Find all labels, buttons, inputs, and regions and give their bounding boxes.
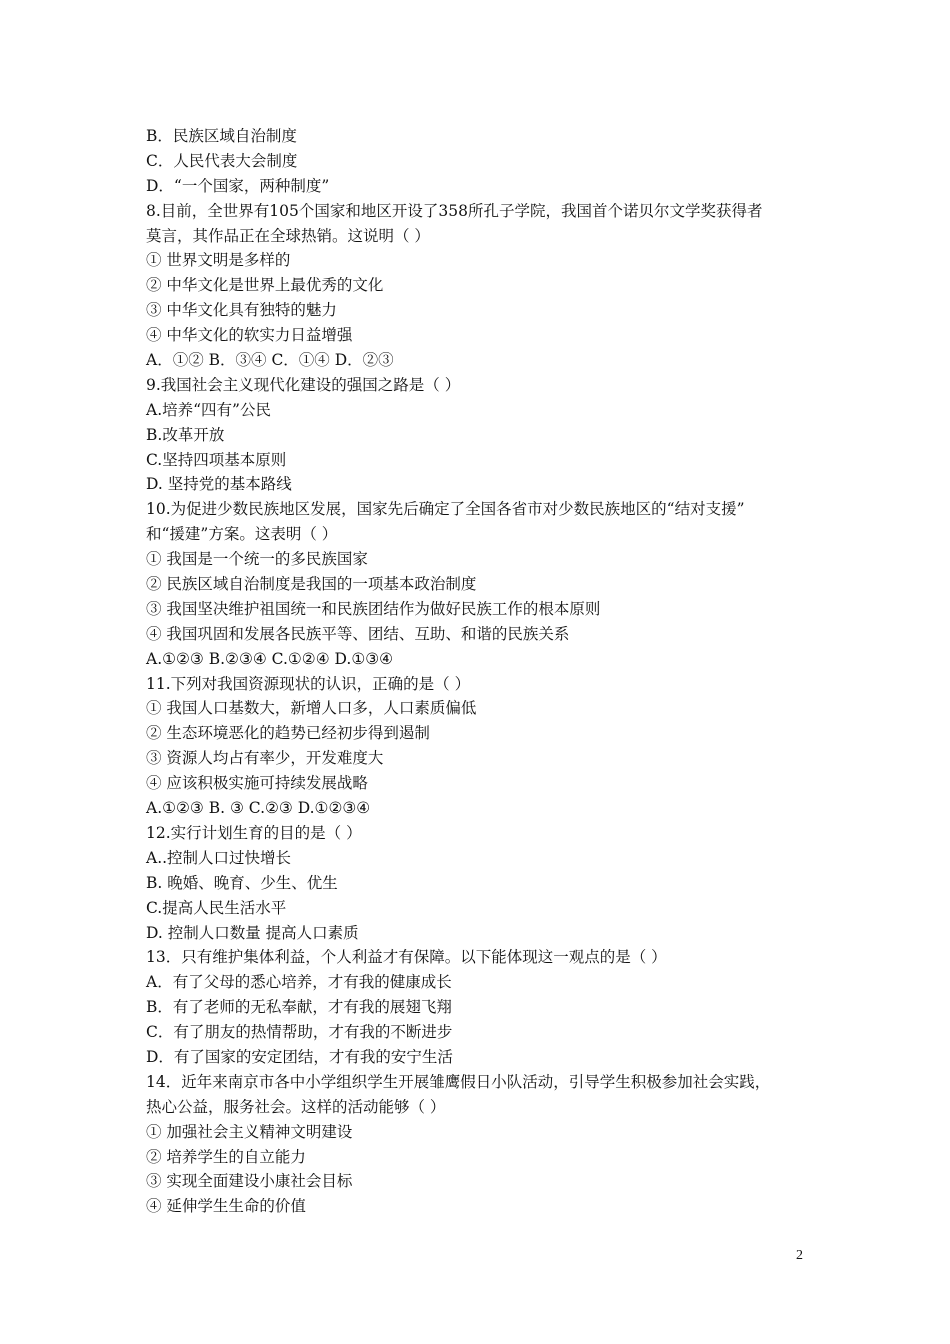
option-line: B.改革开放 xyxy=(146,425,225,444)
question-10-text-cont: 和“援建”方案。这表明（ ） xyxy=(146,525,338,544)
option-line: D. 控制人口数量 提高人口素质 xyxy=(146,923,359,942)
statement-line: ① 我国是一个统一的多民族国家 xyxy=(146,550,368,569)
statement-line: ② 生态环境恶化的趋势已经初步得到遏制 xyxy=(146,724,430,743)
statement-line: ② 中华文化是世界上最优秀的文化 xyxy=(146,276,384,295)
statement-line: ① 世界文明是多样的 xyxy=(146,251,291,270)
option-line: D．有了国家的安定团结，才有我的安宁生活 xyxy=(146,1047,453,1066)
statement-line: ③ 资源人均占有率少，开发难度大 xyxy=(146,749,384,768)
question-9-text: 9.我国社会主义现代化建设的强国之路是（ ） xyxy=(146,375,461,394)
statement-line: ① 加强社会主义精神文明建设 xyxy=(146,1122,353,1141)
page-number: 2 xyxy=(796,1248,803,1263)
option-line: C．有了朋友的热情帮助，才有我的不断进步 xyxy=(146,1023,453,1042)
option-line: C.提高人民生活水平 xyxy=(146,898,287,917)
option-line: D. 坚持党的基本路线 xyxy=(146,475,292,494)
question-8-text-cont: 莫言，其作品正在全球热销。这说明（ ） xyxy=(146,226,430,245)
document-body xyxy=(146,124,826,1219)
question-12-text: 12.实行计划生育的目的是（ ） xyxy=(146,823,362,842)
statement-line: ③ 实现全面建设小康社会目标 xyxy=(146,1172,353,1191)
answer-options: A.①②③ B.②③④ C.①②④ D.①③④ xyxy=(146,649,394,668)
option-line: A..控制人口过快增长 xyxy=(146,848,292,867)
statement-line: ④ 我国巩固和发展各民族平等、团结、互助、和谐的民族关系 xyxy=(146,624,570,643)
question-13-text: 13．只有维护集体利益，个人利益才有保障。以下能体现这一观点的是（ ） xyxy=(146,948,667,967)
statement-line: ② 培养学生的自立能力 xyxy=(146,1147,306,1166)
answer-options: A.①②③ B. ③ C.②③ D.①②③④ xyxy=(146,799,371,818)
question-14-text-cont: 热心公益，服务社会。这样的活动能够（ ） xyxy=(146,1097,446,1116)
option-line: D．“一个国家，两种制度” xyxy=(146,176,330,195)
question-11-text: 11.下列对我国资源现状的认识，正确的是（ ） xyxy=(146,674,471,693)
option-line: C.坚持四项基本原则 xyxy=(146,450,287,469)
option-line: C．人民代表大会制度 xyxy=(146,151,298,170)
question-10-text: 10.为促进少数民族地区发展，国家先后确定了全国各省市对少数民族地区的“结对支援” xyxy=(146,500,745,519)
answer-options: A．①② B．③④ C．①④ D．②③ xyxy=(146,351,394,370)
question-8-text: 8.目前，全世界有105个国家和地区开设了358所孔子学院，我国首个诺贝尔文学奖获得者 xyxy=(146,201,763,220)
question-14-text: 14．近年来南京市各中小学组织学生开展雏鹰假日小队活动，引导学生积极参加社会实践， xyxy=(146,1072,771,1091)
statement-line: ② 民族区域自治制度是我国的一项基本政治制度 xyxy=(146,575,477,594)
option-line: A.培养“四有”公民 xyxy=(146,400,271,419)
statement-line: ④ 延伸学生生命的价值 xyxy=(146,1197,306,1216)
statement-line: ④ 应该积极实施可持续发展战略 xyxy=(146,774,368,793)
option-line: B．民族区域自治制度 xyxy=(146,127,297,145)
option-line: B．有了老师的无私奉献，才有我的展翅飞翔 xyxy=(146,998,452,1017)
statement-line: ④ 中华文化的软实力日益增强 xyxy=(146,326,353,345)
statement-line: ① 我国人口基数大，新增人口多，人口素质偏低 xyxy=(146,699,477,718)
option-line: B. 晚婚、晚育、少生、优生 xyxy=(146,873,338,892)
option-line: A．有了父母的悉心培养，才有我的健康成长 xyxy=(146,973,452,992)
statement-line: ③ 中华文化具有独特的魅力 xyxy=(146,301,337,320)
statement-line: ③ 我国坚决维护祖国统一和民族团结作为做好民族工作的根本原则 xyxy=(146,599,601,618)
